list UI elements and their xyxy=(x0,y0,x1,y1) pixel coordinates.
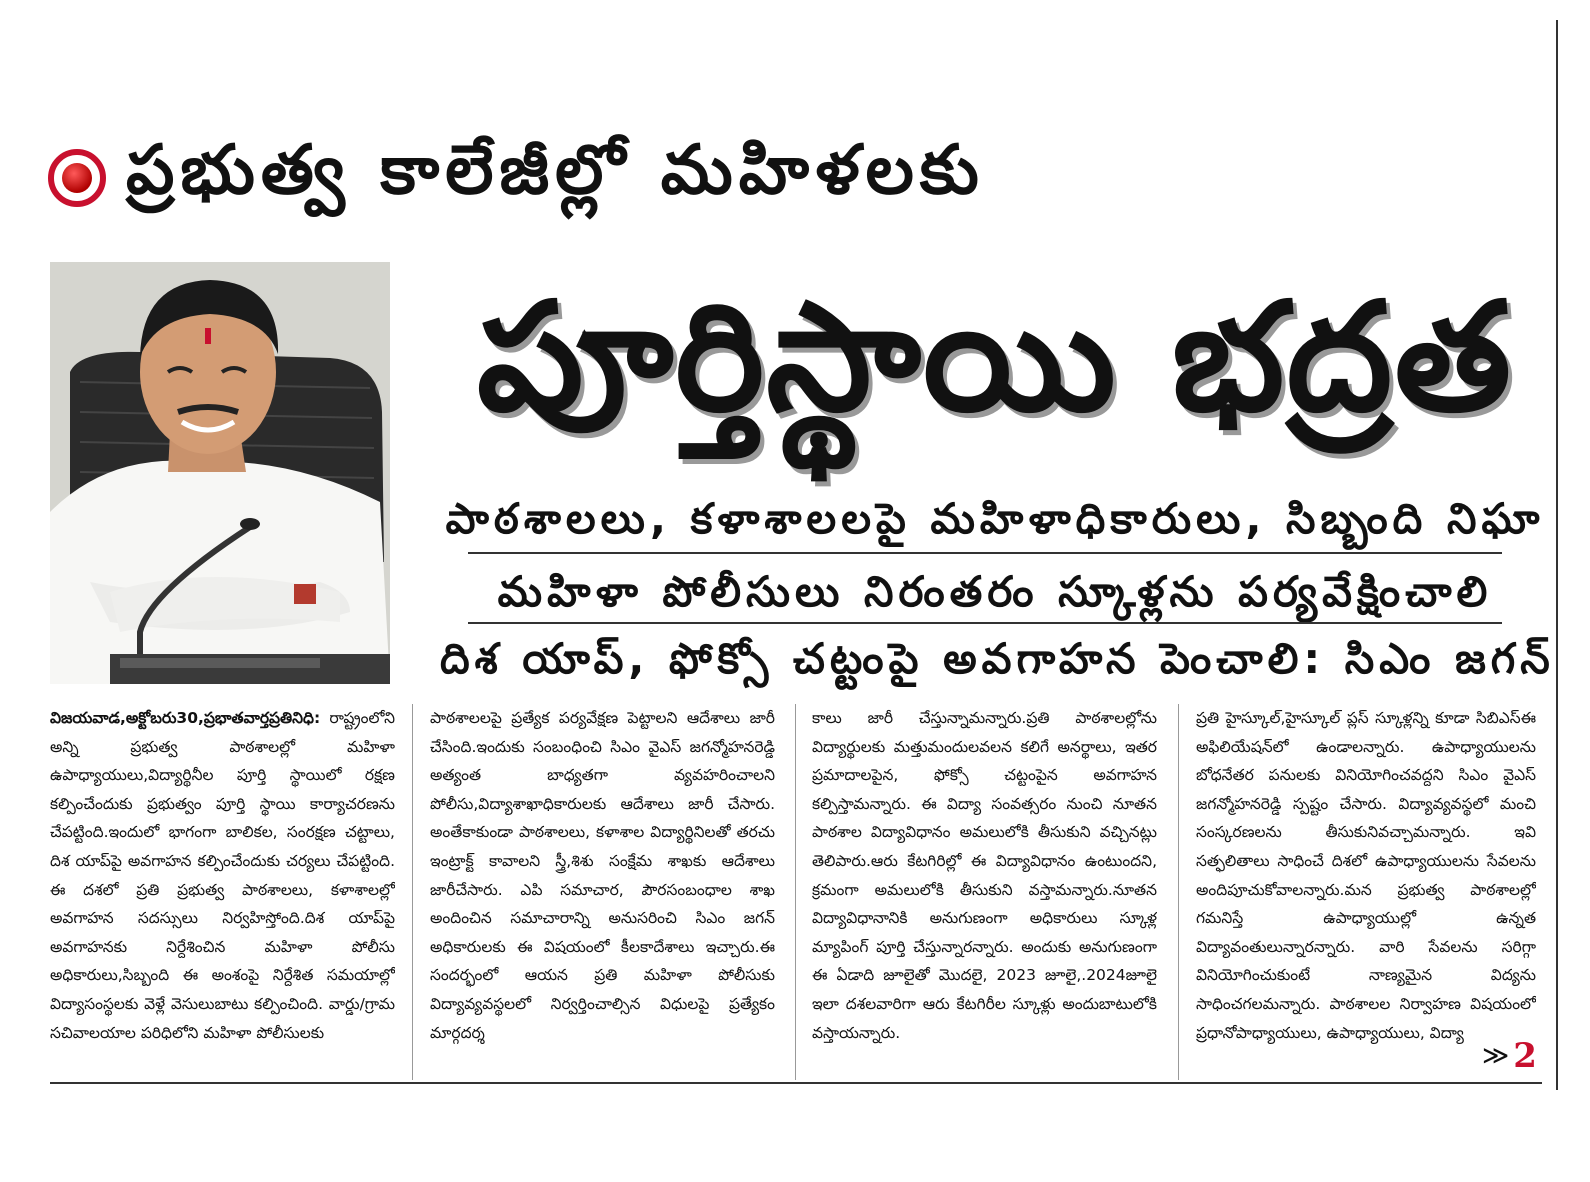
double-chevron-icon: ≫ xyxy=(1482,1041,1510,1071)
portrait-illustration xyxy=(50,262,390,684)
red-bullet-icon xyxy=(48,149,106,207)
article-photo xyxy=(50,262,390,684)
subheadline-1: పాఠశాలలు, కళాశాలలపై మహిళాధికారులు, సిబ్బంది నిఘా xyxy=(445,494,1545,543)
body-column-2 xyxy=(430,704,775,1080)
body-column-3 xyxy=(812,704,1157,1080)
deck-divider-2 xyxy=(468,622,1502,624)
body-text-column-4: ప్రతి హైస్కూల్,హైస్కూల్ ప్లస్ స్కూళ్లన్ని కూడా సిబిఎస్ఈ అఫిలియేషన్‌లో ఉండాలన్నారు. ఉపాధ్యాయులను బోధనేతర పనులకు వినియోగించవద్దని సిఎం వైఎస్ జగన్మోహనరెడ్డి స్పష్టం చేసారు. విద్యావ్యవస్థలో మంచి సంస్కరణలను తీసుకునివచ్చామన్నారు. ఇవి సత్ఫలితాలు సాధించే దిశలో ఉపాధ్యాయులను సేవలను అందిపూచుకోవాలన్నారు.మన ప్రభుత్వ పాఠశాలల్లో గమనిస్తే ఉపాధ్యాయుల్లో ఉన్నత విద్యావంతులున్నారన్నారు. వారి సేవలను సరిగ్గా వినియోగించుకుంటే నాణ్యమైన విద్యను సాధించగలమన్నారు. పాఠశాలల నిర్వాహణ విషయంలో ప్రధానోపాధ్యాయులు, ఉపాధ్యాయులు, విద్యా xyxy=(1196,709,1536,1042)
body-column-4 xyxy=(1196,704,1536,1080)
continued-page-number: 2 xyxy=(1513,1036,1537,1076)
column-rule-right xyxy=(1556,20,1558,1090)
subheadline-2: మహిళా పోలీసులు నిరంతరం స్కూళ్లను పర్యవేక్షించాలి xyxy=(497,567,1493,616)
body-text-column-1: రాష్ట్రంలోని అన్ని ప్రభుత్వ పాఠశాలల్లో మహిళా ఉపాధ్యాయులు,విద్యార్థినీల పూర్తి స్థాయిలో రక్షణ కల్పించేందుకు ప్రభుత్వం పూర్తి స్థాయి కార్యాచరణను చేపట్టింది.ఇందులో భాగంగా బాలికల, సంరక్షణ చట్టాలు, దిశ యాప్‌పై అవగాహన కల్పించేందుకు చర్యలు చేపట్టింది. ఈ దశలో ప్రతి ప్రభుత్వ పాఠశాలలు, కళాశాలల్లో అవగాహన సదస్సులు నిర్వహిస్తోంది.దిశ యాప్‌పై అవగాహనకు నిర్దేశించిన మహిళా పోలీసు అధికారులు,సిబ్బంది ఈ అంశంపై నిర్దేశిత సమయాల్లో విద్యాసంస్థలకు వెళ్లే వెసులుబాటు కల్పించింది. వార్డు/గ్రామ సచివాలయాల పరిధిలోని మహిళా పోలీసులకు xyxy=(50,709,395,1042)
subheadline-3: దిశ యాప్, ఫోక్సో చట్టంపై అవగాహన పెంచాలి: సిఎం జగన్ xyxy=(440,634,1555,683)
deck-divider-1 xyxy=(468,552,1502,554)
dateline: విజయవాడ,అక్టోబరు30,ప్రభాతవార్తప్రతినిధి: xyxy=(50,709,321,727)
column-divider xyxy=(412,704,413,1080)
body-column-1 xyxy=(50,704,395,1080)
continued-on-page-marker[interactable] xyxy=(1482,1036,1537,1076)
body-text-column-2: పాఠశాలలపై ప్రత్యేక పర్యవేక్షణ పెట్టాలని ఆదేశాలు జారీ చేసింది.ఇందుకు సంబంధించి సిఎం వైఎస్ జగన్మోహనరెడ్డి అత్యంత బాధ్యతగా వ్యవహరించాలని పోలీసు,విద్యాశాఖాధికారులకు ఆదేశాలు జారీ చేసారు. అంతేకాకుండా పాఠశాలలు, కళాశాల విద్యార్థినిలతో తరచు ఇంట్రాక్ట్ కావాలని స్త్రీ,శిశు సంక్షేమ శాఖకు ఆదేశాలు జారీచేసారు. ఎపి సమాచార, పౌరసంబంధాల శాఖ అందించిన సమాచారాన్ని అనుసరించి సిఎం జగన్ అధికారులకు ఈ విషయంలో కీలకాదేశాలు ఇచ్చారు.ఈ సందర్భంలో ఆయన ప్రతి మహిళా పోలీసుకు విద్యావ్యవస్థలలో నిర్వర్తించాల్సిన విధులపై ప్రత్యేకం మార్గదర్శ xyxy=(430,709,775,1042)
main-headline: పూర్తిస్థాయి భద్రత xyxy=(476,271,1514,445)
page-bottom-rule xyxy=(50,1082,1542,1084)
kicker-text: ప్రభుత్వ కాలేజీల్లో మహిళలకు xyxy=(126,130,985,210)
column-divider xyxy=(1178,704,1179,1080)
column-divider xyxy=(795,704,796,1080)
body-text-column-3: కాలు జారీ చేస్తున్నామన్నారు.ప్రతి పాఠశాలల్లోను విద్యార్థులకు మత్తుమందులవలన కలిగే అనర్థాలు, ఇతర ప్రమాదాలపైన, ఫోక్సో చట్టంపైన అవగాహన కల్పిస్తామన్నారు. ఈ విద్యా సంవత్సరం నుంచి నూతన పాఠశాల విద్యావిధానం అమలులోకి తీసుకుని వచ్చినట్లు తెలిపారు.ఆరు కేటగిరిల్లో ఈ విద్యావిధానం ఉంటుందని, క్రమంగా అమలులోకి తీసుకుని వస్తామన్నారు.నూతన విద్యావిధానానికి అనుగుణంగా అధికారులు స్కూళ్ల మ్యాపింగ్ పూర్తి చేస్తున్నారన్నారు. అందుకు అనుగుణంగా ఈ ఏడాది జూలైతో మొదలై, 2023 జూలై,.2024జూలై ఇలా దశలవారిగా ఆరు కేటగిరీల స్కూళ్లు అందుబాటులోకి వస్తాయన్నారు. xyxy=(812,709,1157,1042)
kicker-line xyxy=(48,128,985,228)
